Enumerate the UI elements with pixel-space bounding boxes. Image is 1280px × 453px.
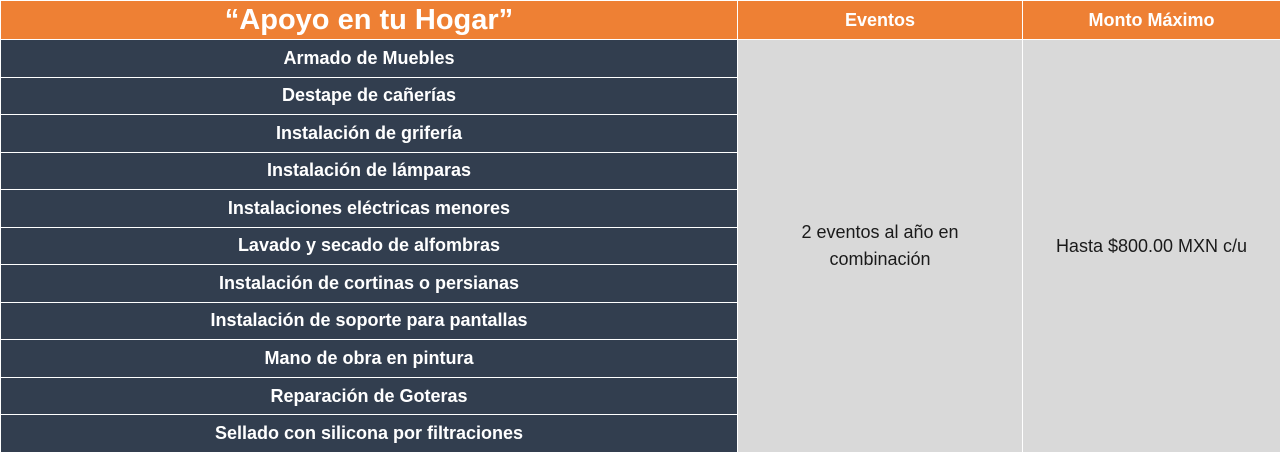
service-name: Destape de cañerías: [1, 77, 738, 115]
service-name: Lavado y secado de alfombras: [1, 227, 738, 265]
events-text-line2: combinación: [829, 249, 931, 269]
events-text-line1: 2 eventos al año en: [801, 222, 959, 242]
header-row: [1, 1, 1280, 40]
max-amount-cell: Hasta $800.00 MXN c/u: [1023, 40, 1280, 453]
table-title: “Apoyo en tu Hogar”: [1, 1, 738, 40]
events-cell: [738, 40, 1023, 453]
service-name: Sellado con silicona por filtraciones: [1, 415, 738, 453]
table-row: [1, 40, 1280, 78]
max-amount-column-header: Monto Máximo: [1023, 1, 1280, 40]
service-name: Reparación de Goteras: [1, 377, 738, 415]
service-name: Instalaciones eléctricas menores: [1, 190, 738, 228]
service-name: Instalación de grifería: [1, 115, 738, 153]
events-column-header: Eventos: [738, 1, 1023, 40]
service-name: Armado de Muebles: [1, 40, 738, 78]
service-name: Instalación de soporte para pantallas: [1, 302, 738, 340]
service-name: Mano de obra en pintura: [1, 340, 738, 378]
service-name: Instalación de cortinas o persianas: [1, 265, 738, 303]
service-name: Instalación de lámparas: [1, 152, 738, 190]
